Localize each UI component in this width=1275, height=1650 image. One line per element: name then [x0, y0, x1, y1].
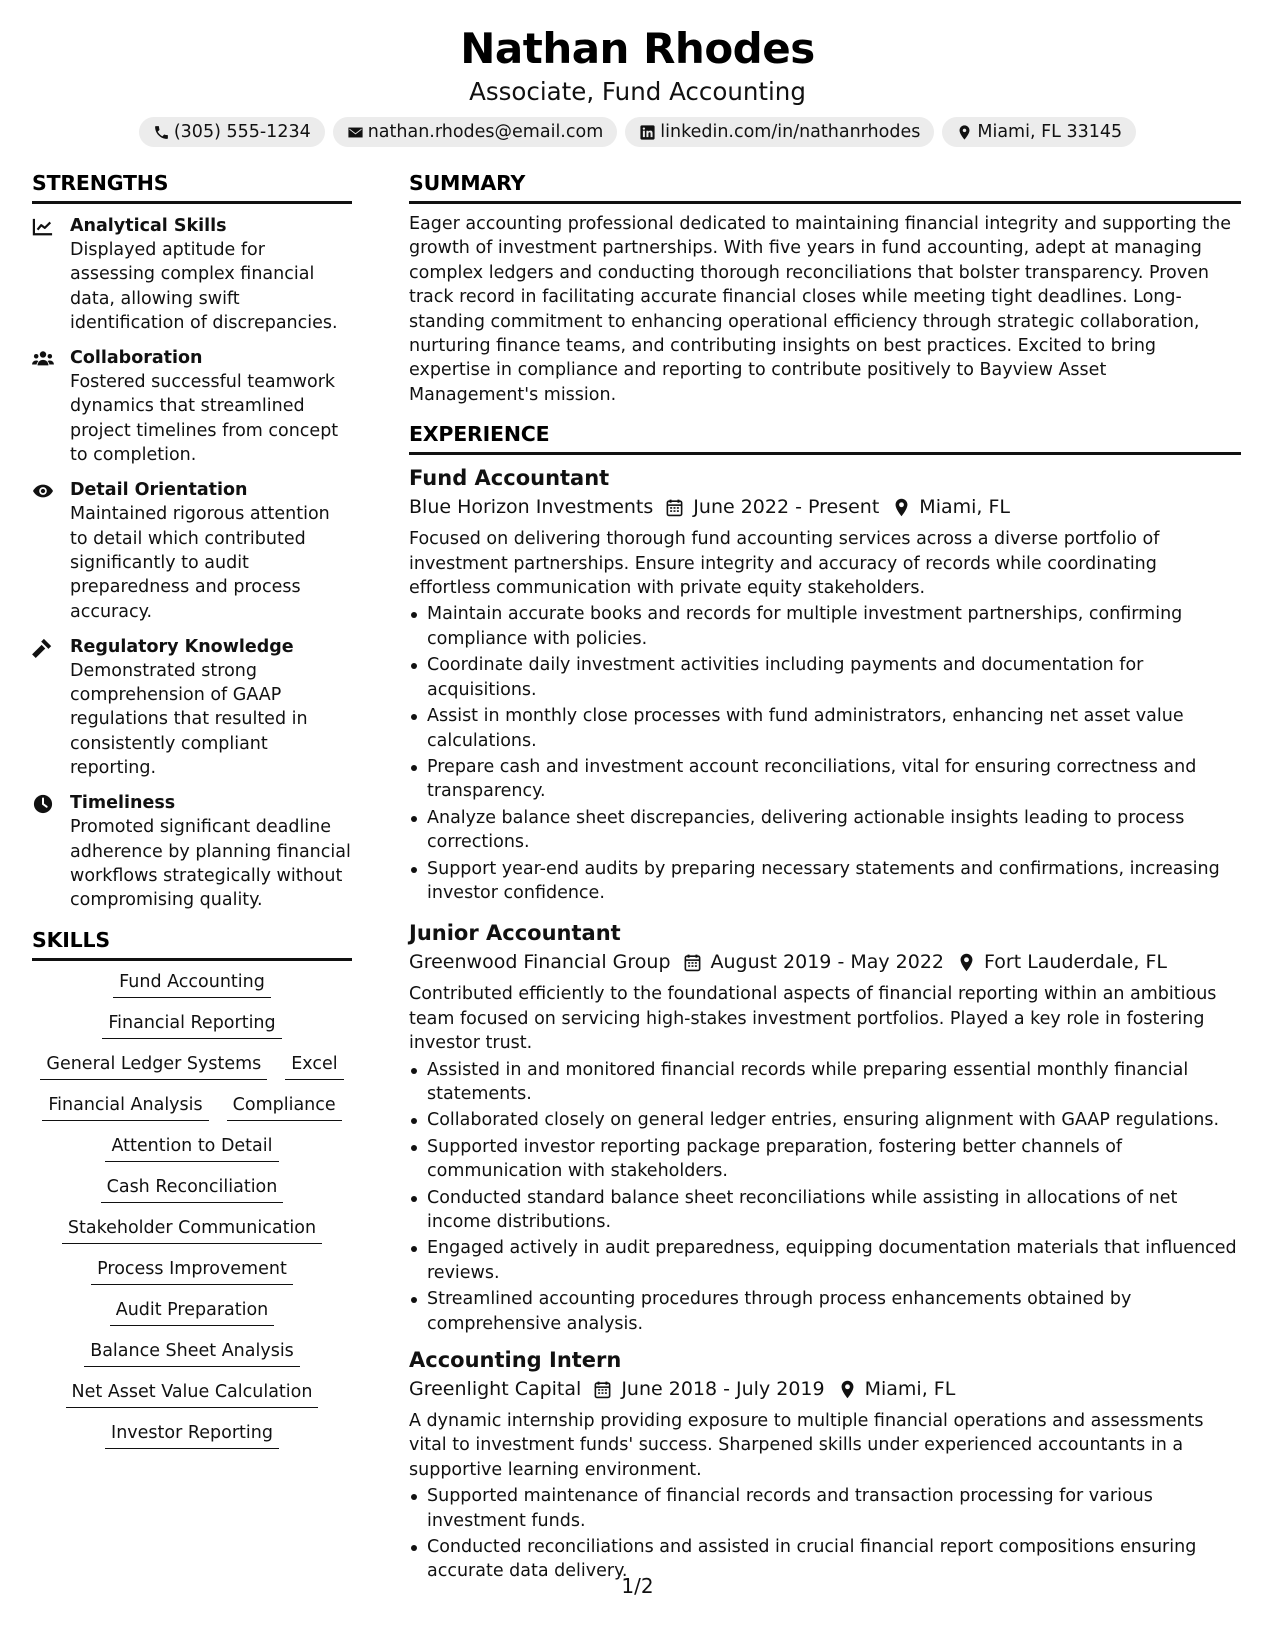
- strength-desc: Promoted significant deadline adherence by planning financial workflows strategically without compromising quality.: [70, 817, 351, 911]
- map-pin-icon: [957, 953, 976, 972]
- envelope-icon: [347, 124, 364, 141]
- page-number: 1/2: [621, 1574, 654, 1598]
- bullet-item: Maintain accurate books and records for multiple investment partnerships, confirming compliance with policies.: [409, 602, 1241, 651]
- gavel-icon: [32, 638, 54, 658]
- skills-list: [32, 971, 352, 1463]
- skill-tag: Excel: [285, 1053, 343, 1080]
- bullet-item: Collaborated closely on general ledger entries, ensuring alignment with GAAP regulations.: [409, 1108, 1241, 1132]
- strength-title: Collaboration: [70, 348, 203, 369]
- job-bullets: [409, 1058, 1241, 1336]
- strength-desc: Demonstrated strong comprehension of GAAP regulations that resulted in consistently compliant reporting.: [70, 660, 308, 779]
- strengths-heading: STRENGTHS: [32, 170, 352, 204]
- contact-bar: [0, 117, 1275, 147]
- bullet-item: Support year-end audits by preparing necessary statements and confirmations, increasing investor confidence.: [409, 857, 1241, 906]
- email-text: nathan.rhodes@email.com: [367, 122, 604, 142]
- strength-item: [32, 635, 352, 780]
- candidate-name: Nathan Rhodes: [460, 24, 815, 73]
- linkedin-contact[interactable]: [625, 117, 934, 147]
- phone-contact[interactable]: [139, 117, 325, 147]
- company-name: Blue Horizon Investments: [409, 496, 654, 519]
- bullet-item: Engaged actively in audit preparedness, equipping documentation materials that influenced reviews.: [409, 1236, 1241, 1285]
- job-location: Miami, FL: [919, 496, 1010, 519]
- skill-tag: Stakeholder Communication: [62, 1217, 322, 1244]
- job-location: Fort Lauderdale, FL: [984, 951, 1167, 974]
- job-dates: June 2022 - Present: [693, 496, 880, 519]
- map-pin-icon: [956, 124, 973, 141]
- location-contact: [942, 117, 1136, 147]
- strength-title: Detail Orientation: [70, 480, 248, 501]
- calendar-icon: [593, 1380, 612, 1399]
- job-meta: [409, 1375, 1241, 1404]
- candidate-title: Associate, Fund Accounting: [469, 77, 806, 106]
- location-text: Miami, FL 33145: [977, 122, 1123, 142]
- job-entry: [409, 464, 1241, 905]
- map-pin-icon: [838, 1380, 857, 1399]
- strength-desc: Maintained rigorous attention to detail which contributed significantly to audit preparedness and process accuracy.: [70, 504, 330, 622]
- calendar-icon: [683, 953, 702, 972]
- bullet-item: Coordinate daily investment activities including payments and documentation for acquisitions.: [409, 653, 1241, 702]
- job-description: Contributed efficiently to the foundational aspects of financial reporting within an ambitious team focused on servicing high-stakes investment portfolios. Played a key role in fostering investor trust.: [409, 984, 1217, 1054]
- company-name: Greenwood Financial Group: [409, 951, 671, 974]
- map-pin-icon: [892, 498, 911, 517]
- skill-tag: Attention to Detail: [105, 1135, 278, 1162]
- strength-title: Timeliness: [70, 793, 176, 814]
- skill-tag: Cash Reconciliation: [101, 1176, 284, 1203]
- bullet-item: Assist in monthly close processes with fund administrators, enhancing net asset value calculations.: [409, 704, 1241, 753]
- job-title: Fund Accountant: [409, 466, 610, 491]
- strength-title: Analytical Skills: [70, 216, 227, 236]
- job-entry: [409, 919, 1241, 1336]
- skill-tag: Financial Reporting: [102, 1012, 281, 1039]
- bullet-item: Supported investor reporting package preparation, fostering better channels of communication with stakeholders.: [409, 1135, 1241, 1184]
- skills-heading: SKILLS: [32, 927, 352, 961]
- left-column: [32, 170, 352, 1586]
- linkedin-text: linkedin.com/in/nathanrhodes: [660, 122, 921, 142]
- job-dates: June 2018 - July 2019: [621, 1378, 825, 1401]
- skill-tag: General Ledger Systems: [40, 1053, 267, 1080]
- skill-tag: Balance Sheet Analysis: [84, 1340, 300, 1367]
- right-column: [409, 170, 1241, 1586]
- linkedin-icon: [639, 124, 656, 141]
- phone-icon: [153, 124, 170, 141]
- chart-line-icon: [32, 217, 54, 237]
- bullet-item: Analyze balance sheet discrepancies, delivering actionable insights leading to process corrections.: [409, 806, 1241, 855]
- company-name: Greenlight Capital: [409, 1378, 582, 1401]
- strength-item: [32, 346, 352, 467]
- strength-desc: Fostered successful teamwork dynamics that streamlined project timelines from concept to completion.: [70, 372, 339, 466]
- users-icon: [32, 349, 54, 369]
- summary-text: Eager accounting professional dedicated to maintaining financial integrity and supporting the growth of investment partnerships. With five years in fund accounting, adept at managing complex ledgers and conducting thorough reconciliations that bolster transparency. Proven track record in facilitating accurate financial closes while meeting tight deadlines. Long-standing commitment to enhancing operational efficiency through strategic collaboration, nurturing finance teams, and contributing insights on best practices. Excited to bring expertise in compliance and reporting to contribute positively to Bayview Asset Management's mission.: [409, 214, 1231, 405]
- skill-tag: Compliance: [227, 1094, 342, 1121]
- job-location: Miami, FL: [864, 1378, 956, 1401]
- strength-item: [32, 791, 352, 912]
- skill-tag: Financial Analysis: [42, 1094, 208, 1121]
- job-entry: [409, 1346, 1241, 1584]
- strength-desc: Displayed aptitude for assessing complex financial data, allowing swift identification of discrepancies.: [70, 240, 338, 333]
- phone-text: (305) 555-1234: [173, 122, 311, 142]
- job-bullets: [409, 602, 1241, 905]
- skill-tag: Fund Accounting: [113, 971, 271, 998]
- calendar-icon: [665, 498, 684, 517]
- job-title: Accounting Intern: [409, 1348, 622, 1373]
- bullet-item: Streamlined accounting procedures through process enhancements obtained by comprehensive analysis.: [409, 1287, 1241, 1336]
- job-bullets: [409, 1484, 1241, 1584]
- resume-body: [32, 170, 1243, 1586]
- skill-tag: Investor Reporting: [105, 1422, 279, 1449]
- resume-header: [0, 0, 1275, 147]
- email-contact[interactable]: [333, 117, 618, 147]
- eye-icon: [32, 481, 54, 501]
- strength-title: Regulatory Knowledge: [70, 636, 294, 657]
- bullet-item: Assisted in and monitored financial records while preparing essential monthly financial statements.: [409, 1058, 1241, 1107]
- skill-tag: Net Asset Value Calculation: [66, 1381, 319, 1408]
- bullet-item: Supported maintenance of financial records and transaction processing for various investment funds.: [409, 1484, 1241, 1533]
- strengths-list: [32, 214, 352, 913]
- skill-tag: Process Improvement: [91, 1258, 293, 1285]
- job-description: Focused on delivering thorough fund accounting services across a diverse portfolio of investment partnerships. Ensure integrity and accuracy of records while coordinating effortless communication with private equity stakeholders.: [409, 529, 1160, 599]
- skill-tag: Audit Preparation: [110, 1299, 275, 1326]
- summary-heading: SUMMARY: [409, 170, 1241, 204]
- bullet-item: Conducted standard balance sheet reconciliations while assisting in allocations of net income distributions.: [409, 1186, 1241, 1235]
- experience-heading: EXPERIENCE: [409, 421, 1241, 455]
- job-meta: [409, 948, 1241, 977]
- job-meta: [409, 493, 1241, 522]
- job-dates: August 2019 - May 2022: [710, 951, 945, 974]
- bullet-item: Conducted reconciliations and assisted in crucial financial report compositions ensuring accurate data delivery.: [409, 1535, 1241, 1584]
- bullet-item: Prepare cash and investment account reconciliations, vital for ensuring correctness and transparency.: [409, 755, 1241, 804]
- clock-icon: [32, 794, 54, 814]
- strength-item: [32, 214, 352, 335]
- strength-item: [32, 478, 352, 623]
- job-description: A dynamic internship providing exposure to multiple financial operations and assessments vital to investment funds' success. Sharpened skills under experienced accountants in a supportive learning environment.: [409, 1411, 1204, 1480]
- job-title: Junior Accountant: [409, 921, 621, 946]
